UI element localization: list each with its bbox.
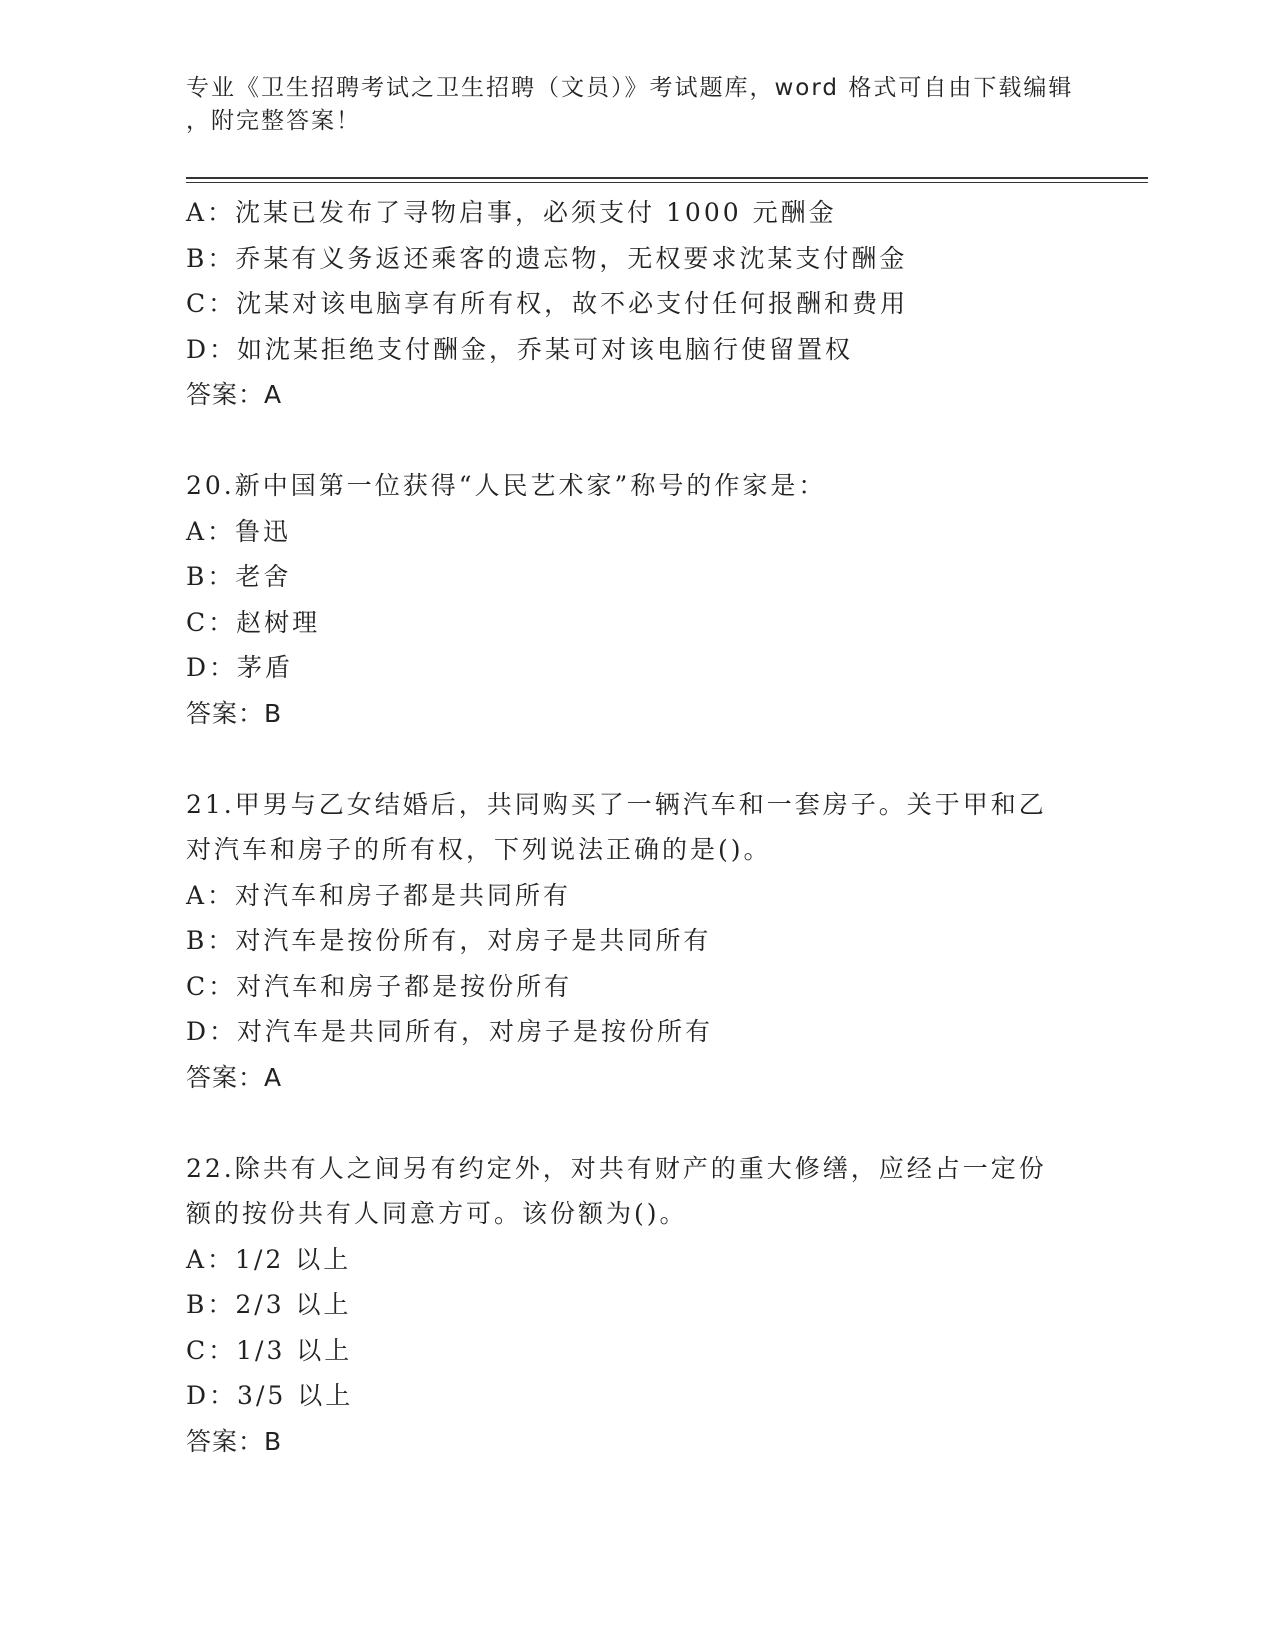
question-stem-line-2: 对汽车和房子的所有权，下列说法正确的是()。 — [186, 835, 772, 864]
answer-label: 答案：B — [186, 1426, 283, 1456]
question-stem-line-2: 额的按份共有人同意方可。该份额为()。 — [186, 1199, 688, 1228]
option-d: D：茅盾 — [186, 653, 294, 682]
question-21 — [186, 782, 1086, 1101]
option-d: D：如沈某拒绝支付酬金，乔某可对该电脑行使留置权 — [186, 334, 854, 364]
option-a: A：对汽车和房子都是共同所有 — [186, 880, 572, 910]
question-19-continued — [186, 190, 1086, 418]
option-d: D：对汽车是共同所有，对房子是按份所有 — [186, 1017, 714, 1046]
option-b: B：乔某有义务返还乘客的遗忘物，无权要求沈某支付酬金 — [186, 243, 908, 273]
option-d: D：3/5 以上 — [186, 1381, 354, 1410]
option-a: A：沈某已发布了寻物启事，必须支付 1000 元酬金 — [186, 198, 837, 227]
option-a: A：1/2 以上 — [186, 1244, 352, 1274]
option-b: B：对汽车是按份所有，对房子是共同所有 — [186, 926, 712, 955]
option-c: C：赵树理 — [186, 607, 321, 637]
option-c: C：1/3 以上 — [186, 1335, 353, 1365]
option-a: A：鲁迅 — [186, 516, 292, 546]
question-22 — [186, 1146, 1086, 1465]
header-line-1: 专业《卫生招聘考试之卫生招聘（文员）》考试题库，word 格式可自由下载编辑 — [186, 75, 1074, 101]
answer-label: 答案：B — [186, 698, 283, 728]
option-c: C：对汽车和房子都是按份所有 — [186, 971, 573, 1001]
option-b: B：2/3 以上 — [186, 1290, 352, 1319]
option-b: B：老舍 — [186, 562, 292, 591]
answer-label: 答案：A — [186, 1062, 283, 1092]
question-list — [186, 190, 1086, 1464]
question-20 — [186, 463, 1086, 736]
header-line-2: ，附完整答案！ — [186, 108, 361, 134]
header-divider-top — [186, 177, 1148, 179]
answer-label: 答案：A — [186, 380, 283, 409]
question-stem-line-1: 22.除共有人之间另有约定外，对共有财产的重大修缮，应经占一定份 — [186, 1153, 1047, 1183]
document-header — [186, 72, 1074, 138]
option-c: C：沈某对该电脑享有所有权，故不必支付任何报酬和费用 — [186, 289, 909, 318]
question-stem-line-1: 21.甲男与乙女结婚后，共同购买了一辆汽车和一套房子。关于甲和乙 — [186, 789, 1047, 819]
question-stem: 20.新中国第一位获得“人民艺术家”称号的作家是： — [186, 471, 827, 500]
header-divider-bottom — [186, 182, 1148, 183]
